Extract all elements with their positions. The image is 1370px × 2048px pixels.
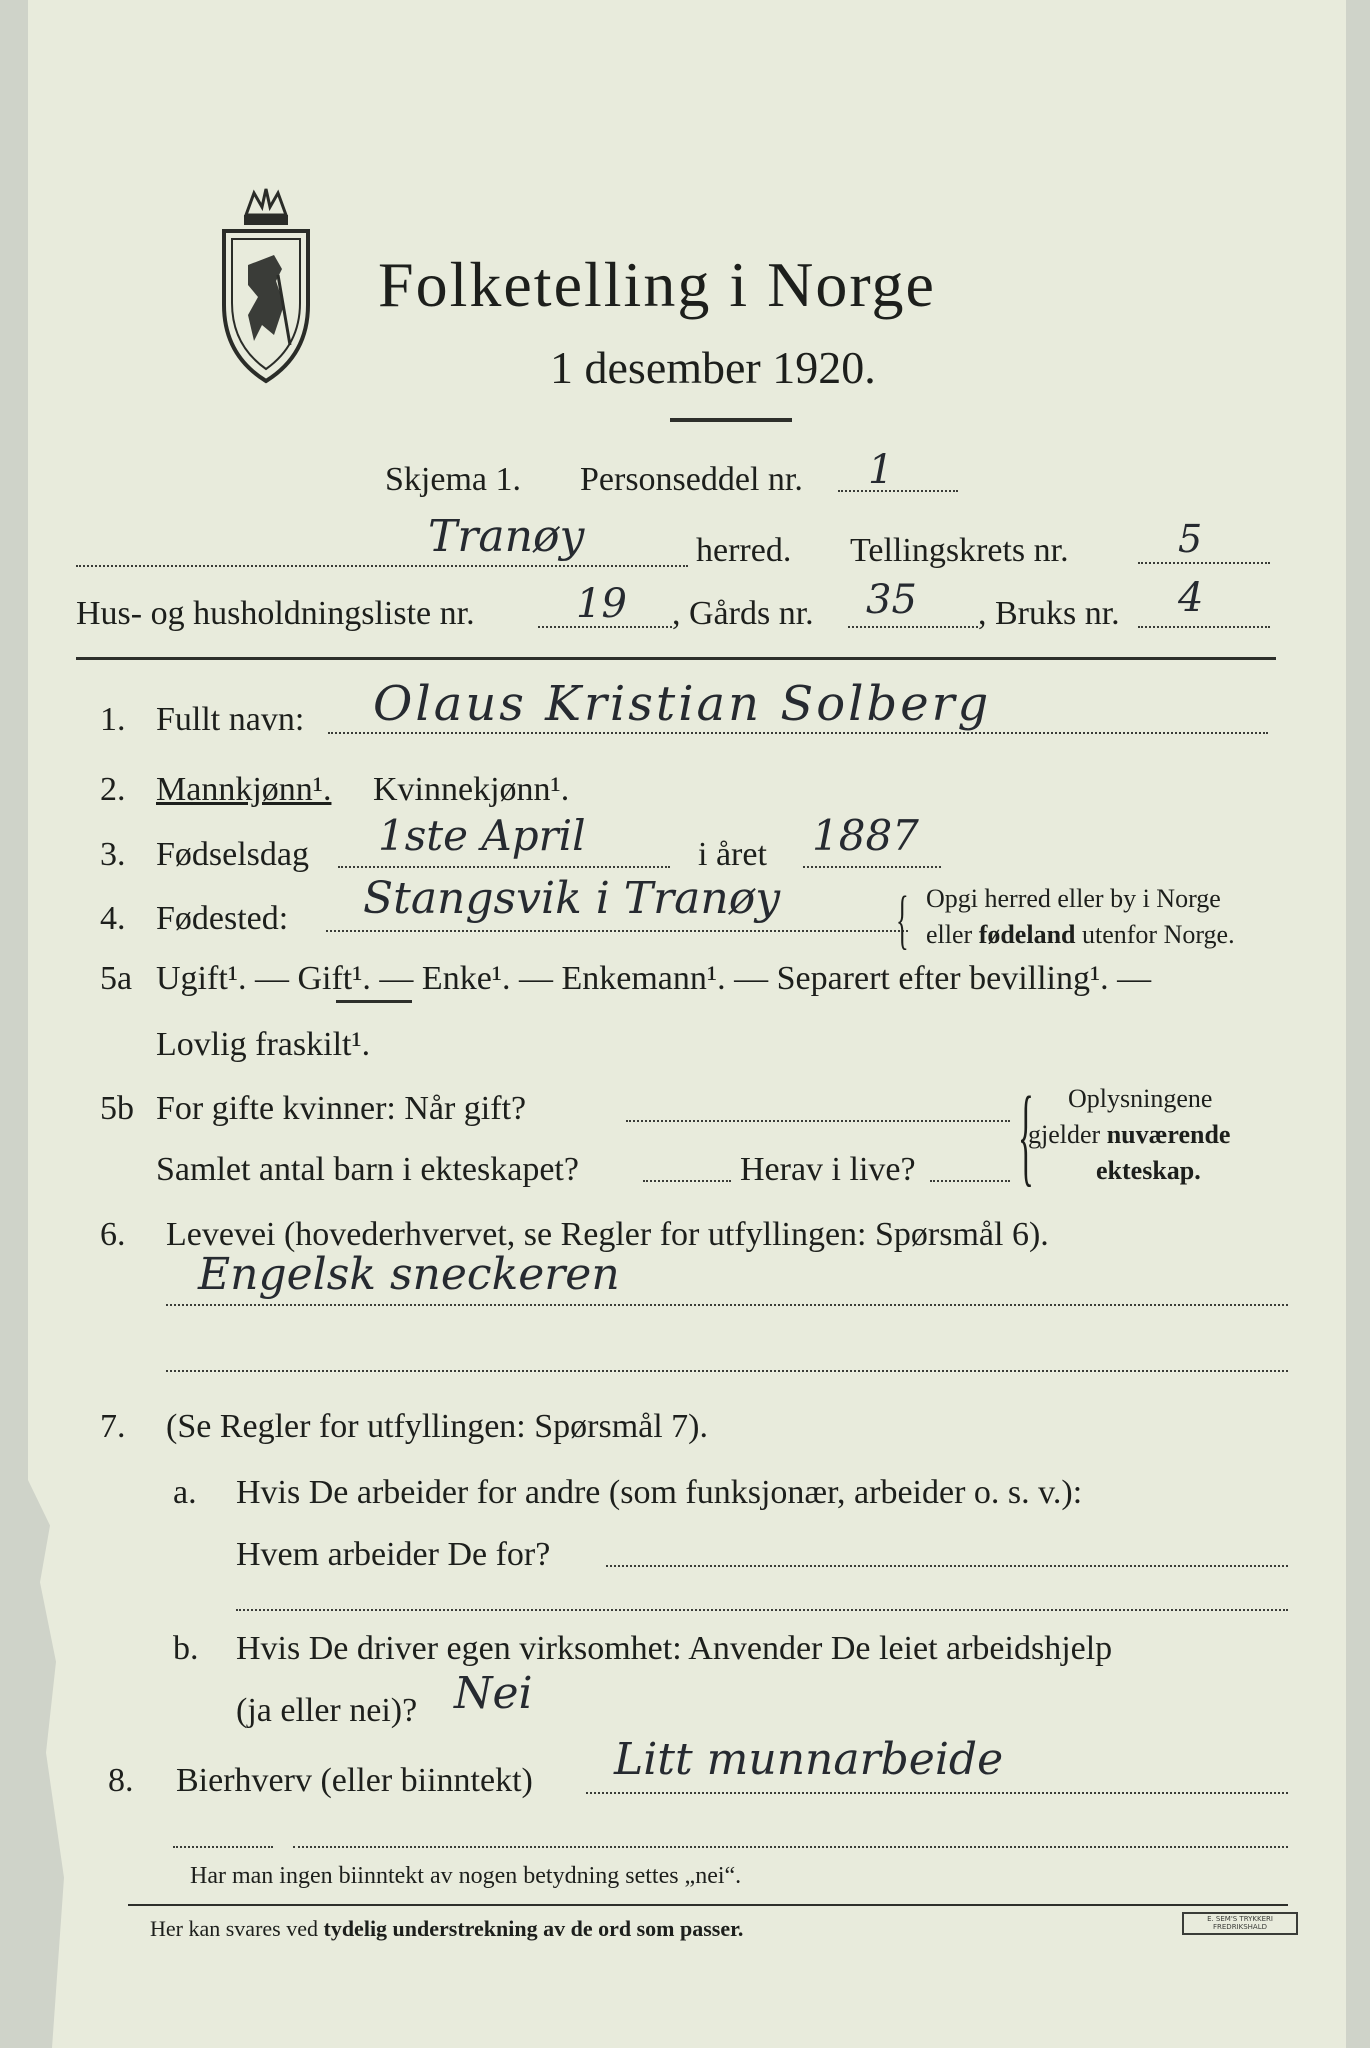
tellingskrets-value[interactable]: 5 — [1178, 517, 1203, 561]
q4-brace-icon: { — [896, 883, 909, 956]
q5b-label: For gifte kvinner: Når gift? — [156, 1090, 527, 1127]
q6-field-line-1 — [166, 1304, 1288, 1306]
hus-label: Hus- og husholdningsliste nr. — [76, 595, 475, 632]
gards-value[interactable]: 35 — [866, 577, 917, 623]
norway-coat-of-arms-icon — [218, 185, 314, 385]
q2-male-option[interactable]: Mannkjønn¹. — [156, 771, 332, 808]
q2-number: 2. — [100, 771, 126, 808]
herred-value[interactable]: Tranøy — [428, 511, 585, 562]
q6-field-line-2 — [166, 1370, 1288, 1372]
q6-number: 6. — [100, 1216, 126, 1253]
q6-occupation-value[interactable]: Engelsk sneckeren — [198, 1249, 620, 1300]
q1-label: Fullt navn: — [156, 701, 305, 738]
q7b-label: Hvis De driver egen virksomhet: Anvender De leiet arbeidshjelp — [236, 1630, 1113, 1667]
q6-label: Levevei (hovederhvervet, se Regler for utfyllingen: Spørsmål 6). — [166, 1216, 1049, 1253]
q5b-brace-icon: { — [1018, 1074, 1034, 1196]
q5a-gift-underline — [336, 1000, 412, 1003]
q7b-hire-value[interactable]: Nei — [454, 1668, 533, 1719]
q5b-note-line1: Oplysningene — [1068, 1084, 1213, 1113]
q7a-field-line-2 — [236, 1609, 1288, 1611]
title-divider — [670, 418, 792, 422]
footer-rule — [128, 1904, 1288, 1906]
q8-field-line — [586, 1792, 1288, 1794]
q5b-children-label: Samlet antal barn i ekteskapet? — [156, 1151, 579, 1188]
q7-label: (Se Regler for utfyllingen: Spørsmål 7). — [166, 1408, 709, 1445]
q5b-married-field-line — [626, 1120, 1010, 1122]
q7b-letter: b. — [173, 1630, 199, 1667]
footer-note-2: Her kan svares ved tydelig understrekning av de ord som passer. — [150, 1916, 744, 1941]
herred-field-line — [76, 565, 688, 567]
q5b-note-line2: gjelder nuværende — [1028, 1120, 1231, 1149]
personseddel-field-line — [838, 490, 958, 492]
q3-year-value[interactable]: 1887 — [812, 811, 919, 860]
q4-label: Fødested: — [156, 900, 289, 937]
q1-field-line — [328, 732, 1268, 734]
tellingskrets-field-line — [1138, 562, 1270, 564]
q5b-number: 5b — [100, 1090, 134, 1127]
form-title: Folketelling i Norge — [378, 249, 936, 320]
q1-full-name-value[interactable]: Olaus Kristian Solberg — [373, 676, 992, 732]
q3-label: Fødselsdag — [156, 836, 309, 873]
q3-birthday-value[interactable]: 1ste April — [378, 811, 586, 860]
torn-edge — [28, 1480, 68, 2048]
q8-field-line-2b — [293, 1846, 1288, 1848]
q8-number: 8. — [108, 1762, 134, 1799]
skjema-label: Skjema 1. — [385, 461, 521, 498]
personseddel-label: Personseddel nr. — [580, 461, 803, 498]
q5b-alive-field-line — [930, 1180, 1010, 1182]
tellingskrets-label: Tellingskrets nr. — [850, 532, 1069, 569]
q7a-letter: a. — [173, 1474, 197, 1511]
q5b-note-line3: ekteskap. — [1096, 1156, 1201, 1185]
q8-label: Bierhverv (eller biinntekt) — [176, 1762, 533, 1799]
q5a-number: 5a — [100, 960, 133, 997]
gards-field-line — [848, 626, 978, 628]
printer-stamp: E. SEM'S TRYKKERI FREDRIKSHALD — [1182, 1912, 1298, 1935]
bruks-value[interactable]: 4 — [1178, 575, 1204, 621]
census-form-page — [28, 0, 1346, 2048]
header-rule — [76, 657, 1276, 660]
q5a-divorced-option[interactable]: Lovlig fraskilt¹. — [156, 1026, 371, 1063]
q7a-employer-label: Hvem arbeider De for? — [236, 1536, 551, 1573]
q4-note-line2: eller fødeland utenfor Norge. — [926, 920, 1235, 949]
personseddel-value[interactable]: 1 — [868, 447, 894, 493]
q3-number: 3. — [100, 836, 126, 873]
q8-field-line-2a — [173, 1846, 273, 1848]
footer-note-1: Har man ingen biinntekt av nogen betydning settes „nei“. — [190, 1863, 742, 1889]
q4-number: 4. — [100, 900, 126, 937]
q4-birthplace-value[interactable]: Stangsvik i Tranøy — [363, 873, 781, 924]
q7a-label: Hvis De arbeider for andre (som funksjonær, arbeider o. s. v.): — [236, 1474, 1083, 1511]
gards-label: , Gårds nr. — [672, 595, 814, 632]
q1-number: 1. — [100, 701, 126, 738]
q4-note-line1: Opgi herred eller by i Norge — [926, 884, 1221, 913]
q7-number: 7. — [100, 1408, 126, 1445]
q3-year-label: i året — [698, 836, 767, 873]
q3-year-field-line — [803, 866, 941, 868]
q3-field-line — [338, 866, 670, 868]
bruks-field-line — [1138, 626, 1270, 628]
herred-label: herred. — [696, 532, 792, 569]
q5b-children-field-line — [643, 1180, 731, 1182]
q2-female-option[interactable]: Kvinnekjønn¹. — [373, 771, 570, 808]
hus-value[interactable]: 19 — [576, 581, 627, 627]
q5b-alive-label: Herav i live? — [740, 1151, 916, 1188]
q4-field-line — [326, 930, 908, 932]
q7a-employer-field-line — [606, 1565, 1288, 1567]
form-date: 1 desember 1920. — [550, 342, 876, 393]
q8-side-income-value[interactable]: Litt munnarbeide — [614, 1734, 1004, 1785]
q5a-marital-options[interactable]: Ugift¹. — Gift¹. — Enke¹. — Enkemann¹. — Separert efter bevilling¹. — — [156, 960, 1152, 997]
q7b-hire-label: (ja eller nei)? — [236, 1692, 418, 1729]
bruks-label: , Bruks nr. — [978, 595, 1120, 632]
